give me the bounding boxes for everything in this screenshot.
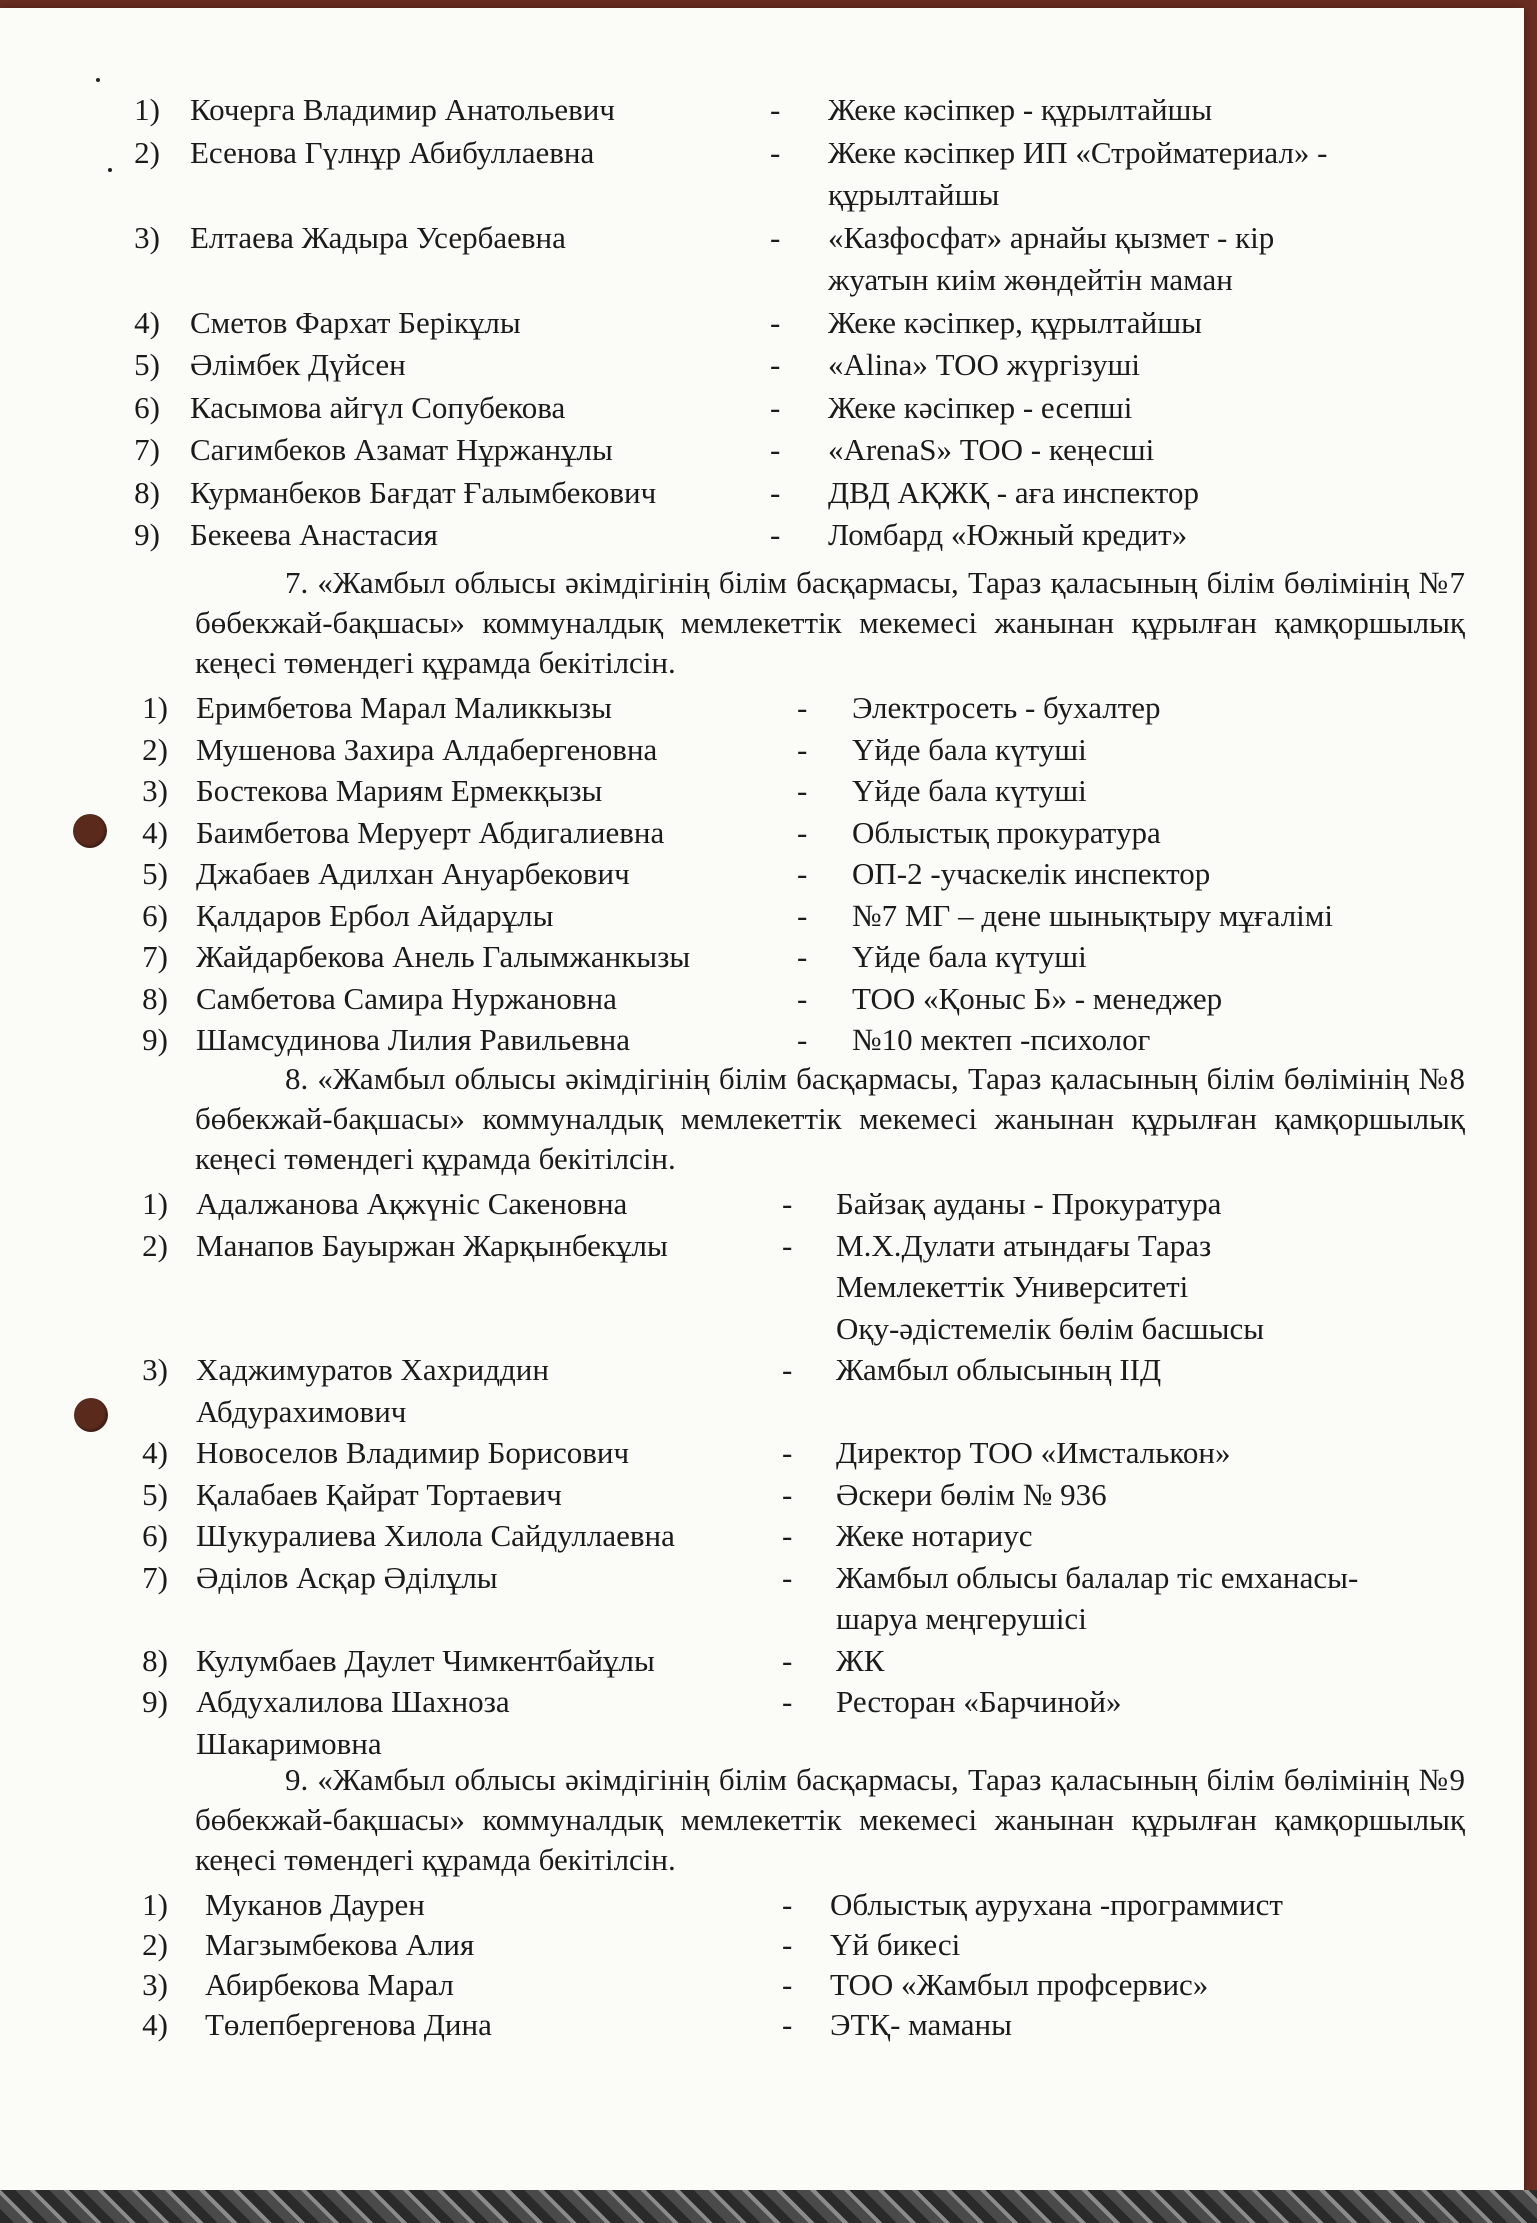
separator-dash: - [770, 432, 781, 467]
member-role-line: ЭТҚ- маманы [830, 2007, 1012, 2042]
separator-dash: - [782, 1642, 793, 1678]
member-name-line: Есенова Гүлнұр Абибуллаевна [190, 134, 595, 170]
member-role [828, 303, 1202, 346]
member-name [196, 979, 617, 1021]
separator-dash: - [782, 1887, 793, 1922]
list-item [0, 473, 1524, 516]
item-number: 7) [142, 939, 168, 974]
member-role-line: Әскери бөлім № 936 [836, 1476, 1107, 1512]
separator-dash: - [770, 134, 781, 170]
member-name [190, 388, 565, 431]
member-role [836, 1682, 1122, 1724]
item-number: 2) [142, 1927, 168, 1962]
section-heading: 8. «Жамбыл облысы әкімдігінің білім басқармасы, Тараз қаласының білім бөлімінің №8 бөбекжай-бақшасы» коммуналдық мемлекеттік мекемесі жанынан құрылған қамқоршылық кеңесі төмендегі құрамда бекітілсін. [195, 1061, 1465, 1176]
member-name-line: Хаджимуратов Хахриддин [196, 1352, 549, 1387]
item-number: 2) [142, 731, 168, 767]
item-number: 6) [142, 1518, 168, 1553]
member-name-line: Елтаева Жадыра Усербаевна [190, 219, 566, 255]
list-item [0, 1226, 1524, 1351]
member-role-line: ЖК [836, 1642, 885, 1678]
member-name-line: Қалабаев Қайрат Тортаевич [196, 1476, 562, 1512]
member-role-line: Жамбыл облысының ІІД [836, 1352, 1162, 1387]
member-name-line: Сметов Фархат Берікұлы [190, 304, 521, 340]
item-number: 2) [134, 134, 160, 170]
member-name-line: Төлепбергенова Дина [205, 2007, 492, 2042]
member-role-line: Жеке кәсіпкер - құрылтайшы [828, 92, 1213, 127]
list-item [0, 1020, 1524, 1062]
item-number: 8) [134, 474, 160, 510]
member-name-line: Әлімбек Дүйсен [190, 347, 406, 382]
separator-dash: - [797, 939, 808, 974]
item-number: 1) [142, 1887, 168, 1922]
member-role [852, 688, 1161, 730]
member-name [196, 730, 657, 772]
list-item [0, 345, 1524, 388]
member-role-line: Ресторан «Барчиной» [836, 1684, 1122, 1719]
member-role-line: Жеке нотариус [836, 1518, 1033, 1553]
member-name [205, 1925, 474, 1965]
separator-dash: - [797, 690, 808, 725]
member-role-line: ТОО «Қоныс Б» - менеджер [852, 980, 1223, 1016]
separator-dash: - [782, 1352, 793, 1387]
member-role [836, 1350, 1161, 1392]
member-name-line: Кочерга Владимир Анатольевич [190, 92, 615, 127]
member-role-line: «Казфосфат» арнайы қызмет - кір [828, 219, 1275, 255]
member-role [836, 1641, 884, 1683]
member-name [196, 688, 612, 730]
list-item [0, 303, 1524, 346]
member-role-line: Облыстық прокуратура [852, 814, 1161, 850]
member-name-line: Кулумбаев Даулет Чимкентбайұлы [196, 1642, 655, 1678]
list-item [0, 1965, 1524, 2005]
item-number: 9) [134, 517, 160, 552]
member-role-line: Үй бикесі [830, 1927, 961, 1962]
separator-dash: - [797, 814, 808, 850]
item-number: 3) [142, 773, 168, 808]
member-name-line: Жайдарбекова Анель Галымжанкызы [196, 939, 691, 974]
item-number: 4) [142, 1435, 168, 1470]
member-name-line: Курманбеков Бағдат Ғалымбекович [190, 474, 657, 510]
separator-dash: - [782, 1518, 793, 1553]
item-number: 9) [142, 1684, 168, 1719]
item-number: 3) [142, 1967, 168, 2002]
member-role-line: құрылтайшы [828, 177, 1000, 212]
member-role [830, 2005, 1012, 2045]
separator-dash: - [797, 1022, 808, 1057]
separator-dash: - [797, 773, 808, 808]
member-role-line: №10 мектеп -психолог [852, 1022, 1151, 1057]
item-number: 7) [134, 432, 160, 467]
item-number: 3) [142, 1352, 168, 1387]
member-name-line: Әділов Асқар Әділұлы [196, 1559, 498, 1595]
separator-dash: - [770, 517, 781, 552]
separator-dash: - [770, 474, 781, 510]
member-role-line: Облыстық аурухана -программист [830, 1887, 1283, 1922]
item-number: 3) [134, 219, 160, 255]
member-name [196, 1516, 675, 1558]
member-role [836, 1516, 1032, 1558]
member-name [205, 1965, 454, 2005]
member-role-line: Жеке кәсіпкер ИП «Стройматериал» - [828, 134, 1328, 170]
document-page [0, 8, 1524, 2198]
member-role-line: Үйде бала күтуші [852, 731, 1087, 767]
separator-dash: - [782, 1227, 793, 1263]
member-name [190, 90, 615, 133]
member-name-line: Еримбетова Марал Маликкызы [196, 690, 612, 725]
list-item [0, 730, 1524, 772]
item-number: 6) [134, 389, 160, 425]
member-role-line: шаруа меңгерушісі [836, 1601, 1087, 1636]
list-item [0, 515, 1524, 558]
member-name-line: Касымова айгүл Сопубекова [190, 389, 566, 425]
item-number: 9) [142, 1022, 168, 1057]
section-heading: 7. «Жамбыл облысы әкімдігінің білім басқармасы, Тараз қаласының білім бөлімінің №7 бөбекжай-бақшасы» коммуналдық мемлекеттік мекемесі жанынан құрылған қамқоршылық кеңесі төмендегі құрамда бекітілсін. [195, 565, 1465, 680]
member-role-line: ТОО «Жамбыл профсервис» [830, 1967, 1209, 2002]
separator-dash: - [782, 1927, 793, 1962]
separator-dash: - [782, 1559, 793, 1595]
member-role [852, 854, 1210, 896]
member-role-line: №7 МГ – дене шынықтыру мұғалімі [852, 897, 1334, 933]
member-name [190, 473, 656, 516]
separator-dash: - [770, 304, 781, 340]
item-number: 4) [142, 814, 168, 850]
member-role [852, 896, 1333, 938]
member-role-line: жуатын киім жөндейтін маман [828, 262, 1233, 297]
member-name-line: Самбетова Самира Нуржановна [196, 980, 617, 1016]
item-number: 1) [142, 690, 168, 725]
member-role-line: М.Х.Дулати атындағы Тараз [836, 1227, 1212, 1263]
item-number: 2) [142, 1227, 168, 1263]
member-role [828, 388, 1132, 431]
member-role [836, 1475, 1107, 1517]
member-name [196, 1020, 630, 1062]
separator-dash: - [782, 1476, 793, 1512]
member-role-line: Жеке кәсіпкер - есепші [828, 389, 1133, 425]
item-number: 8) [142, 980, 168, 1016]
member-name [196, 1641, 655, 1683]
member-name-line: Манапов Бауыржан Жарқынбекұлы [196, 1227, 668, 1263]
member-role [828, 345, 1140, 388]
item-number: 7) [142, 1559, 168, 1595]
member-name-line: Баимбетова Меруерт Абдигалиевна [196, 814, 665, 850]
member-name [196, 937, 690, 979]
list-item [0, 771, 1524, 813]
list-item [0, 430, 1524, 473]
member-name-line: Сагимбеков Азамат Нұржанұлы [190, 432, 613, 467]
separator-dash: - [782, 1186, 793, 1221]
list-item [0, 1641, 1524, 1683]
list-item [0, 218, 1524, 303]
member-role [830, 1925, 960, 1965]
member-role [852, 937, 1087, 979]
member-name-line: Абдурахимович [196, 1393, 407, 1429]
item-number: 1) [142, 1186, 168, 1221]
member-name-line: Муканов Даурен [205, 1887, 425, 1922]
member-role [828, 133, 1327, 218]
member-role-line: Үйде бала күтуші [852, 939, 1087, 974]
separator-dash: - [770, 219, 781, 255]
member-role-line: Директор ТОО «Имсталькон» [836, 1435, 1231, 1470]
list-item [0, 1184, 1524, 1226]
member-name [196, 1558, 498, 1600]
separator-dash: - [782, 1967, 793, 2002]
section-heading: 9. «Жамбыл облысы әкімдігінің білім басқармасы, Тараз қаласының білім бөлімінің №9 бөбекжай-бақшасы» коммуналдық мемлекеттік мекемесі жанынан құрылған қамқоршылық кеңесі төмендегі құрамда бекітілсін. [195, 1762, 1465, 1877]
separator-dash: - [782, 1684, 793, 1719]
member-role [852, 1020, 1150, 1062]
member-role [830, 1885, 1283, 1925]
member-name [190, 218, 566, 261]
member-role-line: Жамбыл облысы балалар тіс емханасы- [836, 1559, 1359, 1595]
member-role [828, 515, 1187, 558]
item-number: 5) [142, 1476, 168, 1512]
member-name-line: Шакаримовна [196, 1725, 382, 1761]
member-role-line: ДВД АҚЖҚ - аға инспектор [828, 474, 1199, 510]
member-name-line: Шукуралиева Хилола Сайдуллаевна [196, 1518, 675, 1553]
item-number: 4) [142, 2007, 168, 2042]
list-item [0, 90, 1524, 133]
member-role [828, 473, 1199, 516]
member-role [836, 1433, 1231, 1475]
item-number: 6) [142, 897, 168, 933]
member-role-line: ОП-2 -учаскелік инспектор [852, 856, 1211, 891]
separator-dash: - [782, 1435, 793, 1470]
background-surface [0, 2190, 1537, 2223]
list-item [0, 1350, 1524, 1433]
separator-dash: - [770, 347, 781, 382]
member-name [190, 430, 613, 473]
separator-dash: - [770, 389, 781, 425]
member-role-line: Оқу-әдістемелік бөлім басшысы [836, 1310, 1265, 1346]
list-item [0, 2005, 1524, 2045]
list-item [0, 937, 1524, 979]
member-name [196, 1184, 627, 1226]
member-role [836, 1558, 1358, 1641]
member-name [196, 1682, 510, 1765]
member-role [852, 979, 1222, 1021]
member-name-line: Шамсудинова Лилия Равильевна [196, 1022, 630, 1057]
item-number: 5) [142, 856, 168, 891]
member-role [828, 430, 1154, 473]
member-name [196, 1433, 629, 1475]
member-role [852, 730, 1087, 772]
item-number: 8) [142, 1642, 168, 1678]
list-item [0, 1475, 1524, 1517]
member-name [205, 2005, 492, 2045]
list-item [0, 688, 1524, 730]
list-item [0, 1558, 1524, 1641]
member-name [190, 345, 406, 388]
separator-dash: - [782, 2007, 793, 2042]
separator-dash: - [797, 980, 808, 1016]
member-role-line: Мемлекеттік Университеті [836, 1269, 1189, 1304]
member-name [190, 515, 438, 558]
paper-speck [96, 78, 100, 82]
separator-dash: - [797, 731, 808, 767]
member-name-line: Абирбекова Марал [205, 1967, 454, 2002]
member-role-line: Электросеть - бухалтер [852, 690, 1161, 725]
member-role [828, 218, 1274, 303]
list-item [0, 1682, 1524, 1765]
member-name [196, 1350, 549, 1433]
list-item [0, 854, 1524, 896]
list-item [0, 1885, 1524, 1925]
member-role [830, 1965, 1208, 2005]
member-name-line: Адалжанова Ақжүніс Сакеновна [196, 1186, 628, 1221]
member-role-line: Үйде бала күтуші [852, 773, 1087, 808]
member-name-line: Новоселов Владимир Борисович [196, 1435, 630, 1470]
member-role-line: «ArenaS» ТОО - кеңесші [828, 432, 1155, 467]
member-name-line: Абдухалилова Шахноза [196, 1684, 510, 1719]
list-item [0, 896, 1524, 938]
member-role-line: «Alina» ТОО жүргізуші [828, 347, 1140, 382]
list-item [0, 388, 1524, 431]
member-name [196, 1226, 668, 1268]
member-role [836, 1184, 1221, 1226]
member-name [190, 133, 594, 176]
list-item [0, 979, 1524, 1021]
member-role-line: Ломбард «Южный кредит» [828, 517, 1188, 552]
member-name [190, 303, 521, 346]
member-role-line: Жеке кәсіпкер, құрылтайшы [828, 304, 1202, 340]
list-item [0, 1433, 1524, 1475]
item-number: 1) [134, 92, 160, 127]
member-role [852, 771, 1087, 813]
member-name [196, 813, 664, 855]
list-item [0, 1516, 1524, 1558]
item-number: 5) [134, 347, 160, 382]
member-name [205, 1885, 425, 1925]
separator-dash: - [797, 897, 808, 933]
list-item [0, 1925, 1524, 1965]
member-name [196, 771, 602, 813]
list-item [0, 133, 1524, 218]
member-name [196, 854, 630, 896]
separator-dash: - [770, 92, 781, 127]
member-role [852, 813, 1161, 855]
item-number: 4) [134, 304, 160, 340]
member-name-line: Қалдаров Ербол Айдарұлы [196, 897, 554, 933]
member-name-line: Бекеева Анастасия [190, 517, 438, 552]
member-role-line: Байзақ ауданы - Прокуратура [836, 1186, 1222, 1221]
member-name-line: Магзымбекова Алия [205, 1927, 475, 1962]
member-name-line: Джабаев Адилхан Ануарбекович [196, 856, 630, 891]
list-item [0, 813, 1524, 855]
member-role [836, 1226, 1264, 1351]
separator-dash: - [797, 856, 808, 891]
member-name-line: Мушенова Захира Алдабергеновна [196, 731, 658, 767]
member-name-line: Бостекова Мариям Ермекқызы [196, 773, 603, 808]
member-name [196, 1475, 562, 1517]
member-name [196, 896, 553, 938]
member-role [828, 90, 1212, 133]
